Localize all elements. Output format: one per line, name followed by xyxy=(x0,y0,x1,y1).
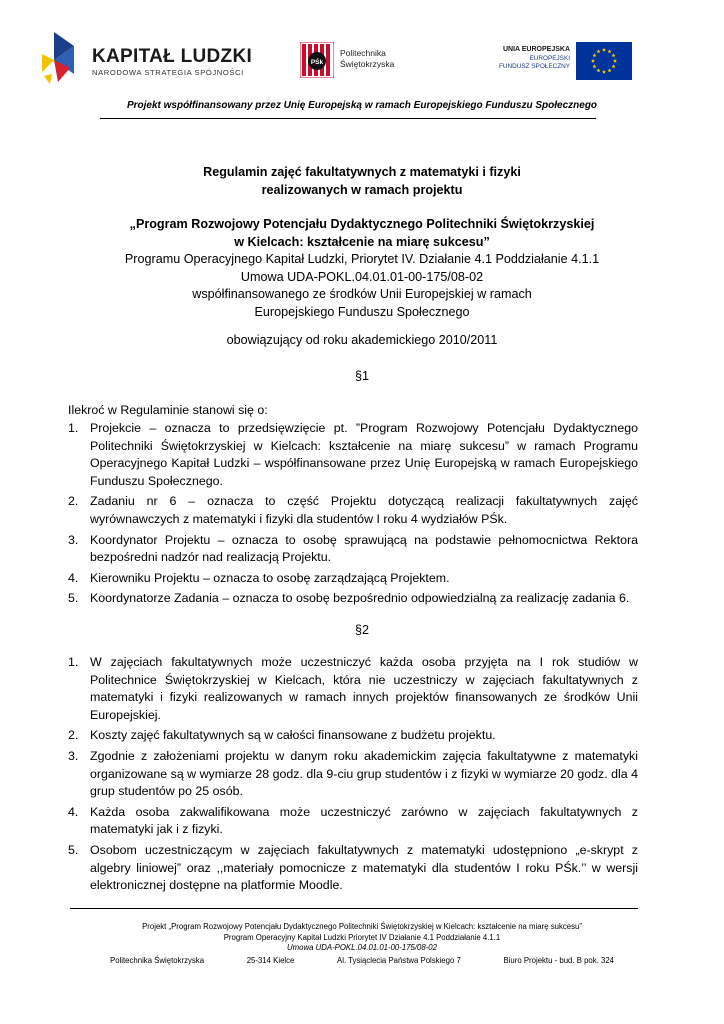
cofunding-line-2: Europejskiego Funduszu Społecznego xyxy=(254,304,470,319)
title-line-2: realizowanych w ramach projektu xyxy=(261,182,463,197)
kapital-ludzki-mark-icon xyxy=(40,32,88,88)
footer-line-3: Umowa UDA-POKL.04.01.01-00-175/08-02 xyxy=(287,943,437,952)
section-2-item-number: 1. xyxy=(68,655,79,669)
section-1-item xyxy=(68,532,638,567)
section-1-item-text: Kierowniku Projektu – oznacza to osobę zarządzającą Projektem. xyxy=(90,570,450,585)
section-1-intro: Ilekroć w Regulaminie stanowi się o: xyxy=(68,403,268,417)
section-2-list xyxy=(68,654,638,898)
cofunding-statement: Projekt współfinansowany przez Unię Europejską w ramach Europejskiego Funduszu Społecznego xyxy=(126,100,598,111)
footer-line-2: Program Operacyjny Kapitał Ludzki Priorytet IV Działanie 4.1 Poddziałanie 4.1.1 xyxy=(223,932,501,942)
cofunding-line-1: współfinansowanego ze środków Unii Europejskiej w ramach xyxy=(192,287,532,301)
section-1-item-text: Koordynatorze Zadania – oznacza to osobę bezpośrednio odpowiedzialną za realizację zadania 6. xyxy=(90,591,630,606)
section-1-item xyxy=(68,493,638,528)
footer-institution: Politechnika Świętokrzyska xyxy=(110,956,205,965)
section-1-item-number: 3. xyxy=(68,532,79,547)
politechnika-mark-label: PŚk xyxy=(310,59,324,66)
section-2-item xyxy=(68,727,638,745)
footer-divider xyxy=(70,908,638,909)
section-1-item-text: Koordynator Projektu – oznacza to osobę sprawującą na podstawie pełnomocnictwa Rektora bezpośredni nadzór nad realizacją Projektu. xyxy=(90,532,638,565)
section-1-item-number: 4. xyxy=(68,570,79,585)
section-2-item-text: Osobom uczestniczącym w zajęciach fakultatywnych z matematyki udostępniono „e-skrypt z algebry liniowej” oraz ,,materiały pomocnicze z matematyki dla studentów I roku PŚk.’’ w wersji elektronicznej dostępne na platformie Moodle. xyxy=(90,842,638,893)
eu-logo-line1: UNIA EUROPEJSKA xyxy=(502,46,570,53)
section-1-item xyxy=(68,590,638,608)
section-1-item-number: 2. xyxy=(68,494,79,509)
kapital-ludzki-logo xyxy=(40,32,253,88)
politechnika-name-line1: Politechnika xyxy=(340,48,386,58)
section-1-item-number: 1. xyxy=(68,421,79,435)
project-name-line-1: „Program Rozwojowy Potencjału Dydaktycznego Politechniki Świętokrzyskiej xyxy=(129,217,595,231)
section-2-item-number: 2. xyxy=(68,728,79,743)
section-2-item xyxy=(68,748,638,801)
politechnika-mark-icon xyxy=(300,42,334,78)
title-line-1: Regulamin zajęć fakultatywnych z matematyki i fizyki xyxy=(203,165,521,179)
section-1-list xyxy=(68,420,638,611)
kapital-ludzki-subtitle: NARODOWA STRATEGIA SPÓJNOŚCI xyxy=(92,68,244,77)
project-description xyxy=(60,216,664,321)
section-1-item xyxy=(68,420,638,490)
section-1-item-text: Zadaniu nr 6 – oznacza to część Projektu dotyczącą realizacji fakultatywnych zajęć wyrównawczych z matematyki i fizyki dla studentów I roku 4 wydziałów PŚk. xyxy=(90,494,638,526)
politechnika-name xyxy=(340,48,394,70)
footer-address xyxy=(110,956,614,965)
eu-logo-line3: FUNDUSZ SPOŁECZNY xyxy=(498,63,570,70)
eu-logo-text xyxy=(499,46,570,72)
section-2-item-number: 5. xyxy=(68,842,79,857)
footer-line-1: Projekt „Program Rozwojowy Potencjału Dydaktycznego Politechniki Świętokrzyskiej w Kielcach: kształcenie na miarę sukcesu” xyxy=(142,922,582,931)
footer-project-info xyxy=(60,922,664,954)
politechnika-name-line2: Świętokrzyska xyxy=(340,59,395,69)
section-1-heading: §1 xyxy=(354,369,369,383)
section-2-item-text: W zajęciach fakultatywnych może uczestniczyć każda osoba przyjęta na I rok studiów w Politechnice Świętokrzyskiej w Kielcach, która nie uczestniczy w zajęciach fakultatywnych z matematyki i fizyki realizowanych w ramach innych projektów finansowanych ze środków Unii Europejskiej. xyxy=(90,655,638,722)
eu-flag-icon xyxy=(576,42,632,80)
agreement-line: Umowa UDA-POKL.04.01.01-00-175/08-02 xyxy=(240,269,484,284)
footer-office: Biuro Projektu - bud. B pok. 324 xyxy=(503,956,614,965)
section-2-item xyxy=(68,842,638,895)
validity-note: obowiązujący od roku akademickiego 2010/2011 xyxy=(226,333,498,347)
section-2-item-text: Koszty zajęć fakultatywnych są w całości finansowane z budżetu projektu. xyxy=(90,728,496,743)
eu-logo-line2: EUROPEJSKI xyxy=(529,54,570,62)
eu-logo xyxy=(476,42,632,84)
header-divider xyxy=(100,118,596,119)
document-title xyxy=(60,164,664,199)
program-line: Programu Operacyjnego Kapitał Ludzki, Priorytet IV. Działanie 4.1 Poddziałanie 4.1.1 xyxy=(124,252,600,266)
project-name-line-2: w Kielcach: kształcenie na miarę sukcesu” xyxy=(234,234,490,249)
kapital-ludzki-title: KAPITAŁ LUDZKI xyxy=(92,46,253,67)
footer-street: Al. Tysiąclecia Państwa Polskiego 7 xyxy=(337,956,461,965)
section-2-item-number: 3. xyxy=(68,748,79,763)
section-1-item xyxy=(68,570,638,588)
footer-postcode: 25-314 Kielce xyxy=(246,956,295,965)
section-2-item xyxy=(68,654,638,724)
politechnika-logo xyxy=(300,42,420,82)
section-2-heading: §2 xyxy=(354,623,369,637)
section-2-item-text: Zgodnie z założeniami projektu w danym roku akademickim zajęcia fakultatywne z matematyki organizowane są w wymiarze 28 godz. dla 9-ciu grup studentów i z fizyki w wymiarze 20 godz. dla 4 grup studentów po 25 osób. xyxy=(90,748,638,799)
section-1-item-number: 5. xyxy=(68,591,79,606)
section-2-item-number: 4. xyxy=(68,804,79,819)
section-2-item-text: Każda osoba zakwalifikowana może uczestniczyć zarówno w zajęciach fakultatywnych z matematyki jak i z fizyki. xyxy=(90,804,638,837)
section-1-item-text: Projekcie – oznacza to przedsięwzięcie pt. ”Program Rozwojowy Potencjału Dydaktycznego Politechniki Świętokrzyskiej w Kielcach: kształcenie na miarę sukcesu” w ramach Programu Operacyjnego Kapitał Ludzki – współfinansowane przez Unię Europejską w ramach Europejskiego Funduszu Społecznego. xyxy=(90,421,638,488)
section-2-item xyxy=(68,804,638,839)
